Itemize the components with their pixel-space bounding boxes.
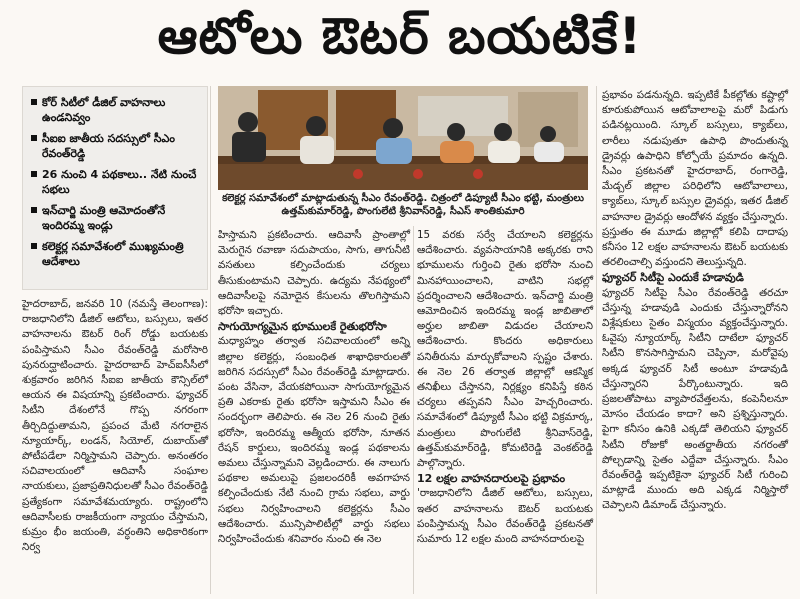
bullet-icon xyxy=(31,207,37,213)
article-paragraph: హిస్తామని ప్రకటించారు. ఆదివాసీ ప్రాంతాల్లో మెరుగైన రవాణా సదుపాయం, సాగు, తాగునీటి వసతులు కల్పించేందుకు చర్యలు తీసుకుంటామని చెప్పారు. ఉద్యమ నేపథ్యంలో ఆదివాసీలపై నమోదైన కేసులను తొలగిస్తామని భరోసా ఇచ్చారు. xyxy=(218,229,410,318)
article-paragraph: 15 వరకు సర్వే చేయాలని కలెక్టర్లను ఆదేశించారు. వ్యవసాయానికి అక్కరకు రాని భూములను గుర్తించి రైతు భరోసా నుంచి మినహాయించాలని, వాటిని సభల్లో ప్రదర్శించాలని ఆదేశించారు. ఇన్‌చార్జి మంత్రి ఆమోదించిన ఇందిరమ్మ ఇండ్ల జాబితాలో అర్హుల జాబితా విడుదల చేయాలని ఆదేశించారు. కొందరు అధికారులు పనితీరును మార్చుకోవాలని స్పష్టం చేశారు. ఈ నెల 26 తర్వాత జిల్లాల్లో ఆకస్మిక తనిఖీలు చేస్తానని, నిర్లక్ష్యం కనిపిస్తే కఠిన చర్యలు తప్పవని సీఎం హెచ్చరించారు. సమావేశంలో డిప్యూటీ సీఎం భట్టి విక్రమార్క, మంత్రులు పొంగులేటి శ్రీనివాస్‌రెడ్డి, ఉత్తమ్‌కుమార్‌రెడ్డి, కోమటిరెడ్డి వెంకట్‌రెడ్డి పాల్గొన్నారు. xyxy=(417,229,593,470)
column-divider xyxy=(596,86,597,594)
photo-caption: కలెక్టర్ల సమావేశంలో మాట్లాడుతున్న సీఎం రేవంత్‌రెడ్డి. చిత్రంలో డిప్యూటీ సీఎం భట్టి, మంత్రులు ఉత్తమ్‌కుమార్‌రెడ్డి, పొంగులేటి శ్రీనివాస్‌రెడ్డి, సీఎస్ శాంతికుమారి xyxy=(222,193,584,217)
highlight-text: 26 నుంచి 4 పథకాలు.. నేటి నుంచే సభలు xyxy=(42,168,197,196)
bullet-icon xyxy=(31,171,37,177)
bullet-icon xyxy=(31,135,37,141)
article-paragraph: ప్రభావం పడనున్నది. ఇప్పటికే పీకల్లోతు కష్టాల్లో కూరుకుపోయిన ఆటోవాలాలపై మరో పిడుగు పడినట్లయింది. స్కూల్ బస్సులు, క్యాబ్‌లు, లారీలు నడుపుతూ ఉపాధి పొందుతున్న డ్రైవర్లు ఉపాధిని కోల్పోయే ప్రమాదం ఉన్నది. సీఎం ప్రకటనతో హైదరాబాద్, రంగారెడ్డి, మేడ్చల్ జిల్లాల పరిధిలోని ఆటోవాలాలు, క్యాబ్‌లు, స్కూల్ బస్సుల డ్రైవర్లు, ఇతర డీజిల్ వాహనాల డ్రైవర్లు ఆందోళన వ్యక్తం చేస్తున్నారు. ప్రస్తుతం ఈ మూడు జిల్లాల్లో కలిపి దాదాపు కనీసం 12 లక్షల వాహనాలను ఔటర్ బయటకు తరలించాల్సి వస్తుందని తెలుస్తున్నది. xyxy=(602,89,788,269)
bullet-icon xyxy=(31,99,37,105)
highlight-item xyxy=(31,167,201,197)
article-paragraph: మధ్యాహ్నం తర్వాత సచివాలయంలో అన్ని జిల్లాల కలెక్టర్లు, సంబంధిత శాఖాధికారులతో జరిగిన సదస్సులో సీఎం రేవంత్‌రెడ్డి మాట్లాడారు. పంట వేసినా, వేయకపోయినా సాగుయోగ్యమైన ప్రతి ఎకరాకు రైతు భరోసా ఇస్తామని సీఎం ఈ సందర్భంగా తెలిపారు. ఈ నెల 26 నుంచి రైతు భరోసా, ఇందిరమ్మ ఆత్మీయ భరోసా, నూతన రేషన్ కార్డులు, ఇందిరమ్మ ఇండ్ల పథకాలను అమలు చేస్తున్నామని వెల్లడించారు. ఈ నాలుగు పథకాల అమలుపై ప్రజలందరికీ అవగాహన కల్పించేందుకు నేటి నుంచి గ్రామ సభలు, వార్డు సభలు నిర్వహించాలని కలెక్టర్లను సీఎం ఆదేశించారు. మున్సిపాలిటీల్లో వార్డు సభలు నిర్వహించేందుకు శనివారం నుంచి ఈ నెల xyxy=(218,335,410,546)
article-paragraph: 'రాజధానిలోని డీజిల్ ఆటోలు, బస్సులు, ఇతర వాహనాలను ఔటర్ బయటకు పంపిస్తామన్న సీఎం రేవంత్‌రెడ్డి ప్రకటనతో సుమారు 12 లక్షల మంది వాహనదారులపై xyxy=(417,487,593,546)
highlight-item xyxy=(31,95,201,125)
highlight-text: కలెక్టర్ల సమావేశంలో ముఖ్యమంత్రి ఆదేశాలు xyxy=(42,240,184,268)
meeting-illustration xyxy=(218,86,588,190)
meeting-photo xyxy=(218,86,588,190)
highlight-text: కోర్ సిటీలో డీజిల్ వాహనాలు ఉండనివ్వం xyxy=(42,96,166,124)
bullet-icon xyxy=(31,243,37,249)
subheading: ఫ్యూచర్ సిటీపై ఎందుకే హడావుడి xyxy=(602,271,744,285)
highlight-text: సీఐఐ జాతీయ సదస్సులో సీఎం రేవంత్‌రెడ్డి xyxy=(42,132,175,160)
article-paragraph: హైదరాబాద్, జనవరి 10 (నమస్తే తెలంగాణ): రాజధానిలోని డీజిల్ ఆటోలు, బస్సులు, ఇతర వాహనాలను ఔటర్ రింగ్ రోడ్డు బయటకు పంపిస్తామని సీఎం రేవంత్‌రెడ్డి మరోసారి పునరుద్ఘాటించారు. హైదరాబాద్ హెచ్‌ఐసీసీలో శుక్రవారం జరిగిన సీఐఐ జాతీయ కౌన్సిల్‌లో ఆయన ఈ విషయాన్ని ప్రకటించారు. ఫ్యూచర్ సిటీని దేశంలోనే గొప్ప నగరంగా తీర్చిదిద్దుతామని, ప్రపంచ మేటి నగరాలైన న్యూయార్క్, లండన్, సియోల్, దుబాయ్‌తో పోటీపడేలా నిర్మిస్తామని చెప్పారు. అనంతరం సచివాలయంలో ఆదివాసీ సంఘాల నాయకులు, ప్రజాప్రతినిధులతో సీఎం రేవంత్‌రెడ్డి ప్రత్యేకంగా సమావేశమయ్యారు. రాష్ట్రంలోని ఆదివాసీలకు రాజకీయంగా న్యాయం చేస్తామని, కుమ్రం భీం జయంతి, వర్ధంతిని అధికారికంగా నిర్వ xyxy=(22,298,208,554)
column-divider xyxy=(413,226,414,594)
subheading: సాగుయోగ్యమైన భూములకే రైతుభరోసా xyxy=(218,320,387,334)
highlight-item xyxy=(31,131,201,161)
highlights-box xyxy=(22,86,208,290)
column-4 xyxy=(602,88,788,514)
column-divider xyxy=(210,86,211,594)
column-3 xyxy=(417,228,593,547)
highlight-item xyxy=(31,203,201,233)
article-paragraph: ఫ్యూచర్ సిటీపై సీఎం రేవంత్‌రెడ్డి తరచూ చేస్తున్న హడావుడి ఎందుకు చేస్తున్నారోనని విశ్లేషకులు సైతం విస్మయం వ్యక్తంచేస్తున్నారు. ఓవైపు న్యూయార్క్ సిటీని దాటేలా ఫ్యూచర్ సిటీని కొనసాగిస్తామని చెప్పినా, మరోవైపు అక్కడ ఫ్యూచర్ సిటీ అంటూ హడావుడి చేస్తున్నారని పేర్కొంటున్నారు. ఇది ప్రజలతోపాటు వ్యాపారవేత్తలను, కంపెనీలనూ మోసం చేయడం కాదా? అని ప్రశ్నిస్తున్నారు. పైగా కనీసం ఉనికి ఎక్కడో తెలియని ఫ్యూచర్ సిటీని రోజుకో అంతర్జాతీయ నగరంతో పోల్చడాన్ని సైతం ఎద్దేవా చేస్తున్నారు. సీఎం రేవంత్‌రెడ్డి ఇప్పటికైనా ఫ్యూచర్ సిటీ గురించి మాట్లాడే ముందు అది ఎక్కడ నిర్మిస్తారో చెప్పాలని డిమాండ్ చేస్తున్నారు. xyxy=(602,286,788,512)
headline: ఆటోలు ఔటర్ బయటికే! xyxy=(157,6,643,65)
highlight-text: ఇన్‌చార్జి మంత్రి ఆమోదంతోనే ఇందిరమ్మ ఇండ్లు xyxy=(42,204,166,232)
highlight-item xyxy=(31,239,201,269)
column-2 xyxy=(218,228,410,547)
subheading: 12 లక్షల వాహనదారులపై ప్రభావం xyxy=(417,472,566,486)
column-1 xyxy=(22,297,208,555)
